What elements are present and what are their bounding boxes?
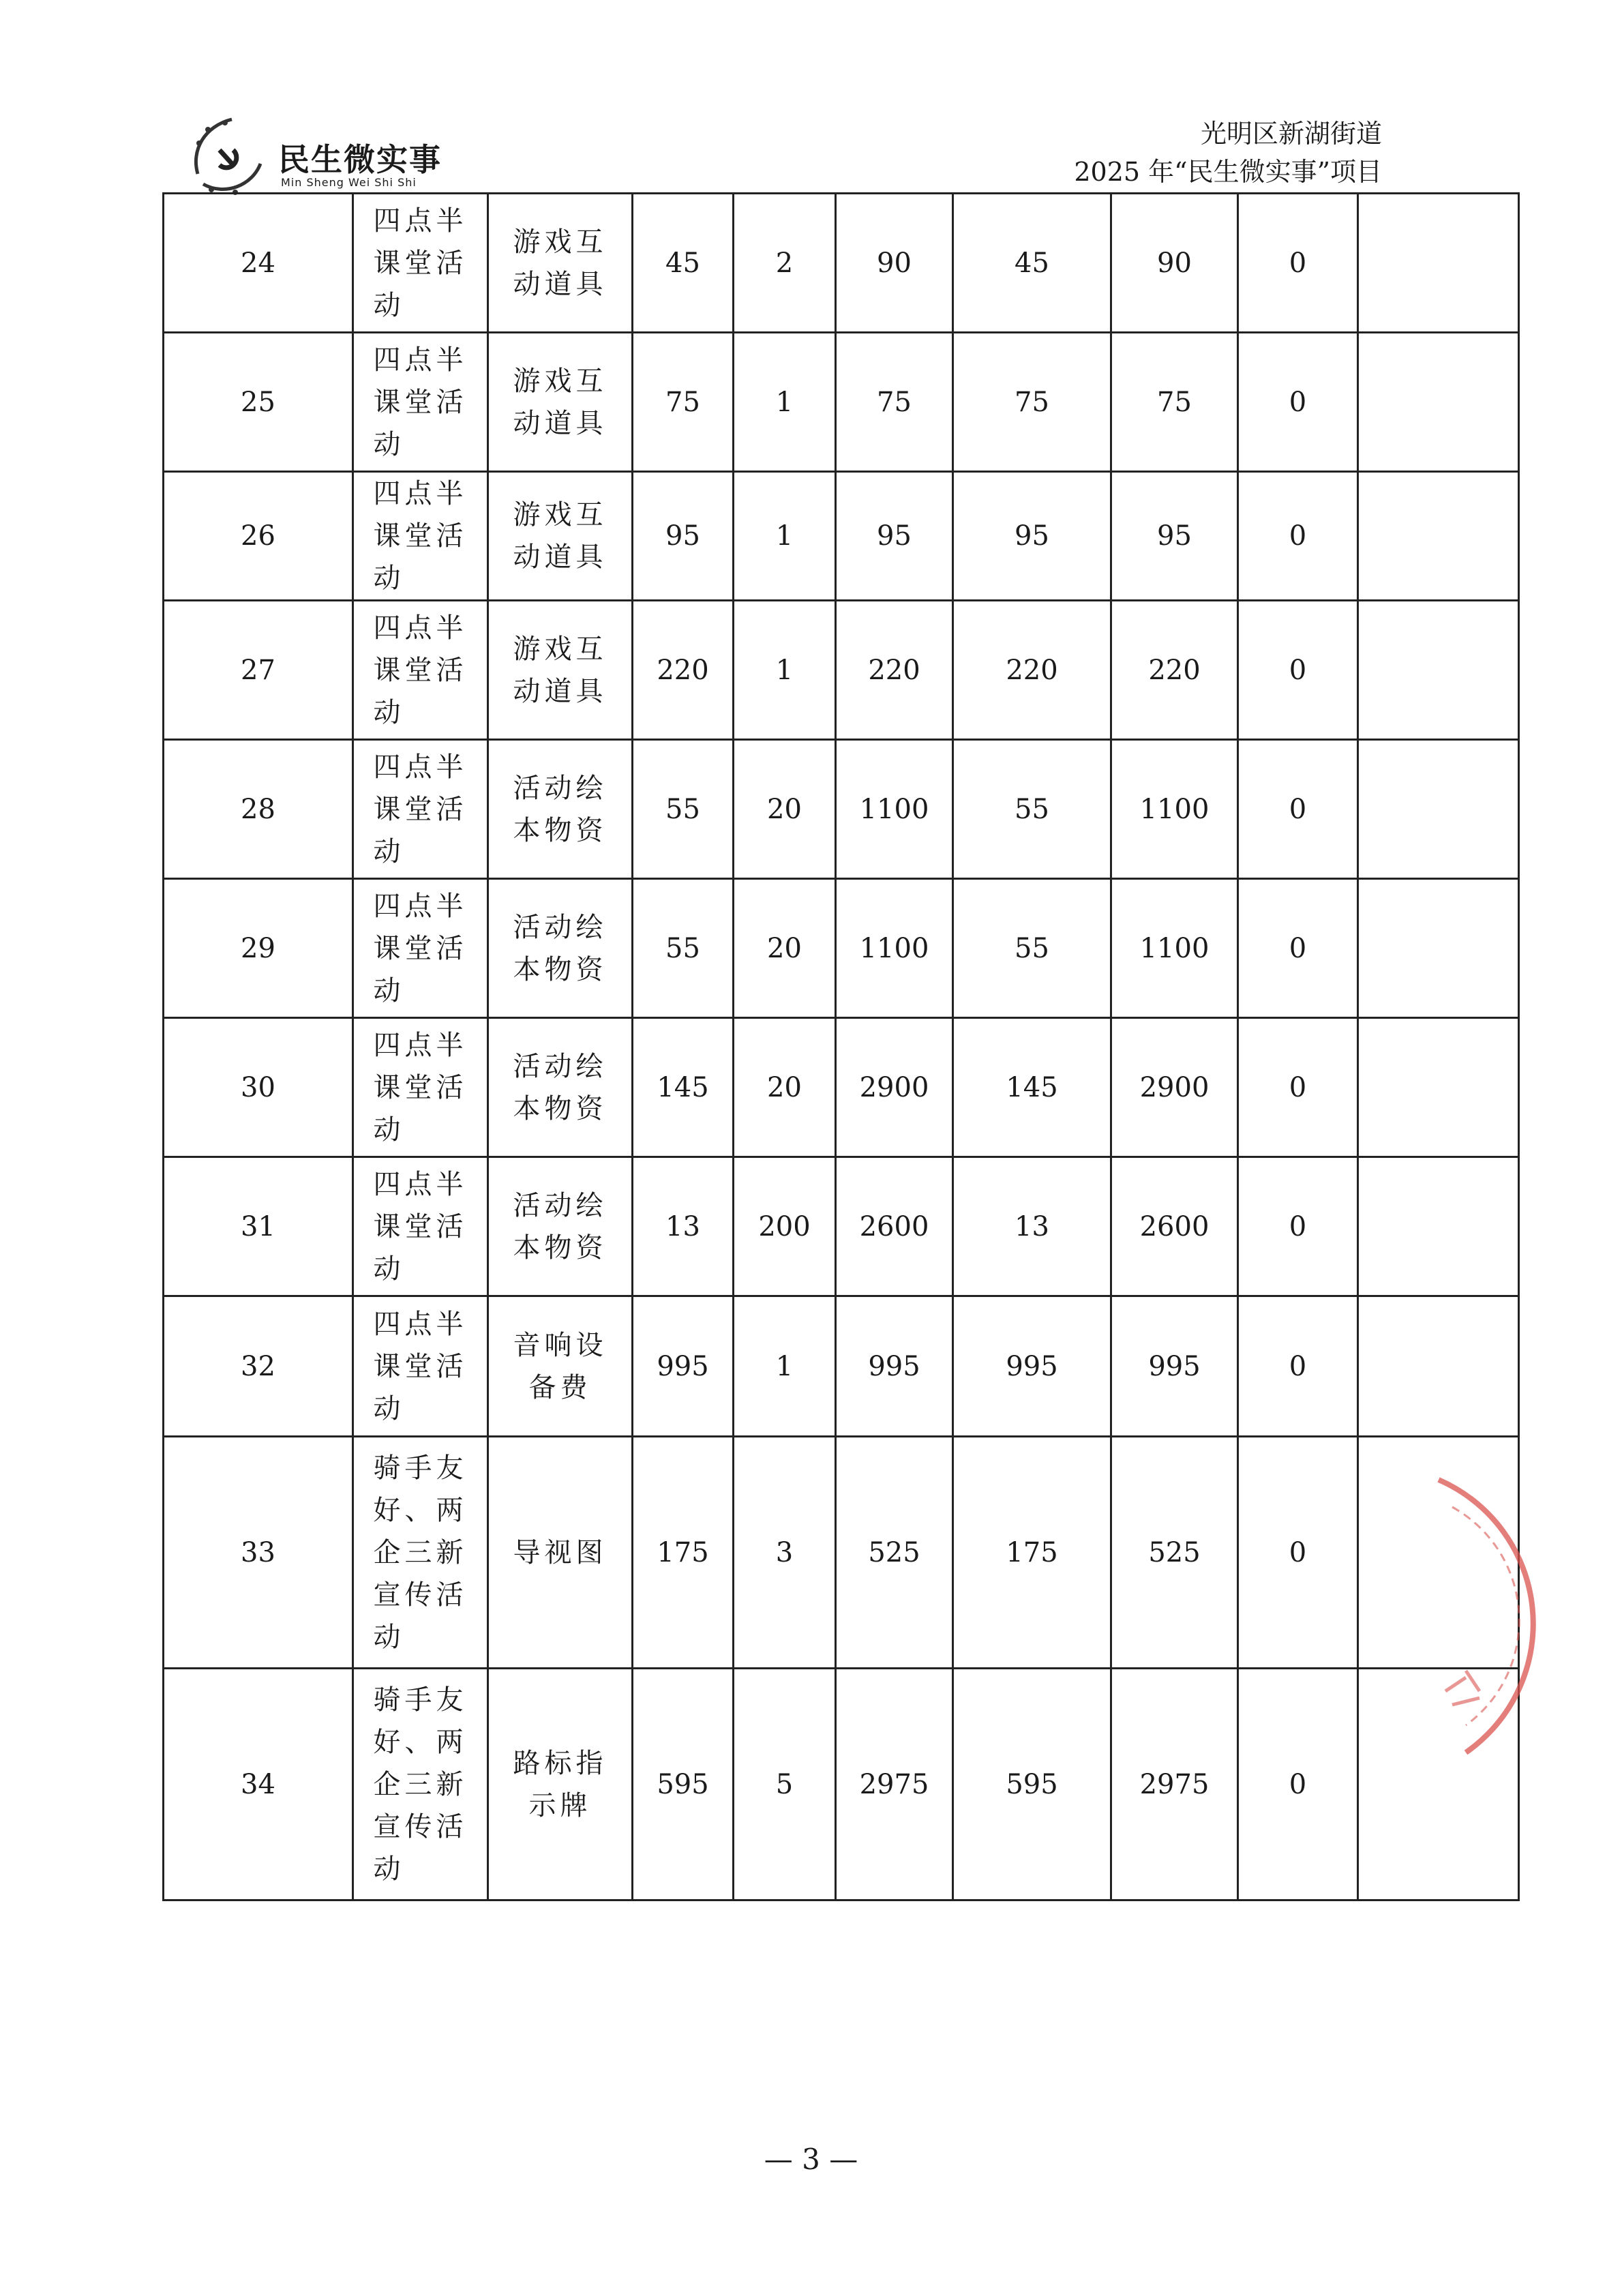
- project-name-line: 课堂活: [373, 1350, 468, 1382]
- row-number: 32: [164, 1296, 353, 1437]
- table-row: [164, 1157, 1519, 1296]
- cell-c5: 995: [1111, 1296, 1238, 1437]
- project-name-line: 课堂活: [373, 932, 468, 964]
- table-row: [164, 472, 1519, 601]
- table-row: [164, 740, 1519, 879]
- item-name: [488, 740, 633, 879]
- item-name-line: 动道具: [513, 268, 607, 300]
- item-name-line: 本物资: [513, 953, 607, 985]
- cell-c2: 1: [734, 472, 836, 601]
- cell-c4: 220: [953, 601, 1111, 740]
- cell-c6: 0: [1238, 1296, 1358, 1437]
- official-seal-icon: [1425, 1466, 1561, 1766]
- item-name-line: 动道具: [513, 407, 607, 439]
- project-name-line: 骑手友: [373, 1684, 468, 1716]
- cell-c2: 1: [734, 1296, 836, 1437]
- cell-c3: 1100: [836, 879, 953, 1018]
- project-name-line: 宣传活: [373, 1579, 468, 1611]
- project-name-line: 四点半: [373, 205, 468, 237]
- item-name-line: 活动绘: [513, 1050, 607, 1082]
- cell-c5: 75: [1111, 333, 1238, 472]
- cell-c1: 13: [633, 1157, 734, 1296]
- cell-c2: 5: [734, 1669, 836, 1900]
- cell-c5: 95: [1111, 472, 1238, 601]
- cell-c1: 145: [633, 1018, 734, 1157]
- item-name-line: 动道具: [513, 541, 607, 573]
- project-name-line: 课堂活: [373, 247, 468, 279]
- document-header: [1074, 115, 1382, 191]
- cell-c5: 525: [1111, 1437, 1238, 1669]
- cell-c1: 175: [633, 1437, 734, 1669]
- project-name-line: 动: [373, 1853, 405, 1885]
- logo: [184, 102, 470, 198]
- cell-c7: [1358, 601, 1519, 740]
- project-name-line: 骑手友: [373, 1452, 468, 1484]
- cell-c5: 90: [1111, 194, 1238, 333]
- table-row: [164, 194, 1519, 333]
- project-name-line: 课堂活: [373, 654, 468, 686]
- row-number: 31: [164, 1157, 353, 1296]
- project-name-line: 动: [373, 1621, 405, 1653]
- item-name-line: 活动绘: [513, 772, 607, 804]
- project-name-line: 宣传活: [373, 1810, 468, 1843]
- project-name: [353, 194, 488, 333]
- cell-c3: 1100: [836, 740, 953, 879]
- cell-c3: 2975: [836, 1669, 953, 1900]
- cell-c3: 525: [836, 1437, 953, 1669]
- table-row: [164, 1437, 1519, 1669]
- project-name-line: 课堂活: [373, 386, 468, 418]
- cell-c5: 1100: [1111, 879, 1238, 1018]
- cell-c6: 0: [1238, 1669, 1358, 1900]
- item-name-line: 本物资: [513, 814, 607, 846]
- item-name-line: 游戏互: [513, 499, 607, 531]
- project-name-line: 动: [373, 1392, 405, 1425]
- cell-c6: 0: [1238, 1437, 1358, 1669]
- cell-c6: 0: [1238, 1018, 1358, 1157]
- item-name: [488, 601, 633, 740]
- cell-c3: 75: [836, 333, 953, 472]
- cell-c7: [1358, 740, 1519, 879]
- project-name-line: 好、两: [373, 1494, 468, 1526]
- project-name: [353, 1296, 488, 1437]
- cell-c1: 75: [633, 333, 734, 472]
- item-name: [488, 1296, 633, 1437]
- page-number: — 3 —: [764, 2143, 858, 2176]
- cell-c6: 0: [1238, 1157, 1358, 1296]
- table-row: [164, 879, 1519, 1018]
- item-name: [488, 879, 633, 1018]
- table-row: [164, 1018, 1519, 1157]
- cell-c4: 45: [953, 194, 1111, 333]
- project-name-line: 课堂活: [373, 1071, 468, 1103]
- project-name: [353, 601, 488, 740]
- cell-c2: 2: [734, 194, 836, 333]
- row-number: 27: [164, 601, 353, 740]
- project-name-line: 企三新: [373, 1536, 468, 1568]
- table-row: [164, 601, 1519, 740]
- project-name-line: 动: [373, 563, 405, 594]
- header-line-1: 光明区新湖街道: [1200, 119, 1382, 149]
- item-name: [488, 1157, 633, 1296]
- item-name: [488, 1669, 633, 1900]
- item-name-line: 备费: [528, 1371, 592, 1403]
- project-name: [353, 472, 488, 601]
- item-name: [488, 333, 633, 472]
- project-name: [353, 1018, 488, 1157]
- project-name-line: 好、两: [373, 1726, 468, 1758]
- cell-c5: 220: [1111, 601, 1238, 740]
- item-name: [488, 1437, 633, 1669]
- cell-c3: 2900: [836, 1018, 953, 1157]
- project-name-line: 动: [373, 1253, 405, 1285]
- cell-c7: [1358, 879, 1519, 1018]
- row-number: 34: [164, 1669, 353, 1900]
- cell-c1: 55: [633, 879, 734, 1018]
- header-line-2: 2025 年“民生微实事”项目: [1074, 157, 1382, 187]
- cell-c7: [1358, 194, 1519, 333]
- item-name-line: 游戏互: [513, 226, 607, 258]
- row-number: 30: [164, 1018, 353, 1157]
- item-name: [488, 194, 633, 333]
- logo-text: 民生微实事: [278, 141, 442, 178]
- cell-c1: 220: [633, 601, 734, 740]
- row-number: 24: [164, 194, 353, 333]
- item-name-line: 游戏互: [513, 633, 607, 665]
- project-name-line: 动: [373, 428, 405, 460]
- project-name-line: 企三新: [373, 1768, 468, 1800]
- cell-c7: [1358, 1296, 1519, 1437]
- cell-c5: 2975: [1111, 1669, 1238, 1900]
- cell-c7: [1358, 1157, 1519, 1296]
- project-name-line: 动: [373, 835, 405, 867]
- table-row: [164, 1296, 1519, 1437]
- cell-c4: 75: [953, 333, 1111, 472]
- item-name-line: 示牌: [528, 1789, 592, 1821]
- project-name: [353, 333, 488, 472]
- cell-c1: 55: [633, 740, 734, 879]
- cell-c5: 2600: [1111, 1157, 1238, 1296]
- cell-c3: 220: [836, 601, 953, 740]
- project-name-line: 四点半: [373, 1308, 468, 1340]
- table-row: [164, 333, 1519, 472]
- cell-c7: [1358, 1018, 1519, 1157]
- cell-c6: 0: [1238, 472, 1358, 601]
- row-number: 33: [164, 1437, 353, 1669]
- cell-c6: 0: [1238, 740, 1358, 879]
- item-name-line: 游戏互: [513, 365, 607, 397]
- cell-c3: 95: [836, 472, 953, 601]
- logo-subtitle: Min Sheng Wei Shi Shi: [281, 176, 417, 189]
- project-name-line: 四点半: [373, 751, 468, 783]
- item-name-line: 音响设: [513, 1329, 607, 1361]
- cell-c4: 55: [953, 740, 1111, 879]
- cell-c3: 995: [836, 1296, 953, 1437]
- cell-c3: 90: [836, 194, 953, 333]
- project-name-line: 四点半: [373, 890, 468, 922]
- cell-c6: 0: [1238, 333, 1358, 472]
- item-name-line: 导视图: [513, 1536, 607, 1568]
- cell-c1: 595: [633, 1669, 734, 1900]
- cell-c2: 1: [734, 601, 836, 740]
- cell-c6: 0: [1238, 601, 1358, 740]
- project-name-line: 课堂活: [373, 793, 468, 825]
- cell-c2: 20: [734, 879, 836, 1018]
- item-name: [488, 1018, 633, 1157]
- cell-c4: 13: [953, 1157, 1111, 1296]
- item-name-line: 路标指: [513, 1747, 607, 1779]
- project-name: [353, 1437, 488, 1669]
- item-name: [488, 472, 633, 601]
- cell-c2: 3: [734, 1437, 836, 1669]
- cell-c2: 1: [734, 333, 836, 472]
- project-name: [353, 1669, 488, 1900]
- project-name: [353, 1157, 488, 1296]
- row-number: 25: [164, 333, 353, 472]
- project-name-line: 四点半: [373, 344, 468, 376]
- project-name-line: 动: [373, 696, 405, 728]
- cell-c2: 200: [734, 1157, 836, 1296]
- project-name-line: 课堂活: [373, 520, 468, 552]
- project-name-line: 四点半: [373, 1168, 468, 1200]
- project-name-line: 四点半: [373, 478, 468, 509]
- cell-c4: 595: [953, 1669, 1111, 1900]
- cell-c5: 1100: [1111, 740, 1238, 879]
- cell-c1: 95: [633, 472, 734, 601]
- cell-c7: [1358, 472, 1519, 601]
- project-name-line: 四点半: [373, 1029, 468, 1061]
- cell-c5: 2900: [1111, 1018, 1238, 1157]
- project-name-line: 四点半: [373, 612, 468, 644]
- item-name-line: 活动绘: [513, 1189, 607, 1221]
- project-name: [353, 879, 488, 1018]
- project-name-line: 动: [373, 289, 405, 321]
- cell-c6: 0: [1238, 879, 1358, 1018]
- row-number: 28: [164, 740, 353, 879]
- cell-c4: 995: [953, 1296, 1111, 1437]
- project-name: [353, 740, 488, 879]
- logo-emblem-icon: [184, 109, 273, 198]
- cell-c2: 20: [734, 1018, 836, 1157]
- item-name-line: 本物资: [513, 1092, 607, 1124]
- cell-c1: 995: [633, 1296, 734, 1437]
- row-number: 26: [164, 472, 353, 601]
- cell-c7: [1358, 333, 1519, 472]
- cell-c4: 145: [953, 1018, 1111, 1157]
- project-name-line: 动: [373, 974, 405, 1007]
- cell-c1: 45: [633, 194, 734, 333]
- cell-c6: 0: [1238, 194, 1358, 333]
- cell-c4: 95: [953, 472, 1111, 601]
- item-name-line: 活动绘: [513, 911, 607, 943]
- item-name-line: 本物资: [513, 1232, 607, 1264]
- budget-table: [162, 192, 1520, 1901]
- cell-c4: 55: [953, 879, 1111, 1018]
- project-name-line: 课堂活: [373, 1210, 468, 1242]
- cell-c4: 175: [953, 1437, 1111, 1669]
- row-number: 29: [164, 879, 353, 1018]
- cell-c2: 20: [734, 740, 836, 879]
- item-name-line: 动道具: [513, 675, 607, 707]
- cell-c3: 2600: [836, 1157, 953, 1296]
- project-name-line: 动: [373, 1114, 405, 1146]
- table-row: [164, 1669, 1519, 1900]
